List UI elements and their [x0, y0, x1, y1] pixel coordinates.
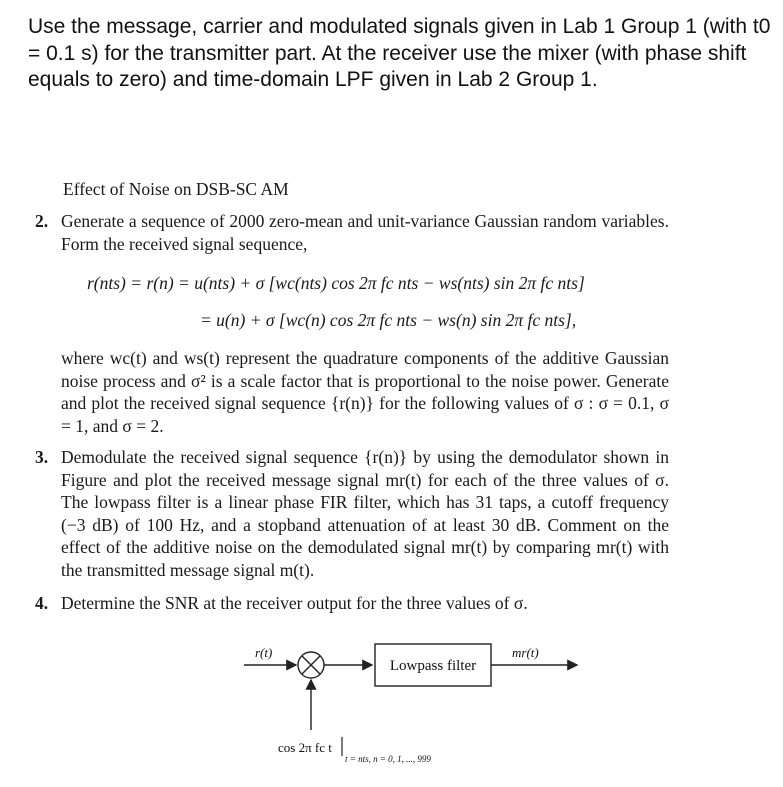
item-number: 4. [35, 593, 49, 613]
carrier-label: cos 2π fc t [278, 740, 332, 755]
instructions-text: Use the message, carrier and modulated signals given in Lab 1 Group 1 (with t0 = 0.1 s) for the transmitter part. At the receiver use the mixer (with phase shift equals to zero) and time-domain LPF given in Lab 2 Group 1. [28, 15, 771, 91]
input-label: r(t) [255, 645, 273, 660]
output-label: mr(t) [512, 645, 539, 660]
sampling-label: t = nts, n = 0, 1, ..., 999 [345, 754, 431, 764]
item-number: 3. [35, 447, 49, 467]
mixer-icon [298, 652, 324, 678]
equation-line-1: r(nts) = r(n) = u(nts) + σ [wc(nts) cos 2π fc nts − ws(nts) sin 2π fc nts] [87, 273, 585, 293]
problem-item-2 [35, 210, 669, 255]
item-number: 2. [35, 211, 49, 231]
item-text: Determine the SNR at the receiver output for the three values of σ. [61, 593, 528, 613]
problem-item-4 [35, 592, 669, 615]
equation-line-2: = u(n) + σ [wc(n) cos 2π fc nts − ws(n) sin 2π fc nts], [200, 310, 577, 330]
demodulator-diagram [240, 636, 600, 776]
problem-item-3 [35, 446, 669, 581]
assignment-instructions [28, 14, 778, 94]
filter-label: Lowpass filter [389, 658, 477, 674]
section-title: Effect of Noise on DSB-SC AM [63, 179, 289, 199]
item-text: Generate a sequence of 2000 zero-mean and unit-variance Gaussian random variables. Form the received signal sequence, [61, 211, 669, 254]
item-text: Demodulate the received signal sequence {r(n)} by using the demodulator shown in Figure and plot the received message signal mr(t) for each of the three values of σ. The lowpass filter is a linear phase FIR filter, which has 31 taps, a cutoff frequency (−3 dB) of 100 Hz, and a stopband attenuation of at least 30 dB. Comment on the effect of the additive noise on the demodulated signal mr(t) by comparing mr(t) with the transmitted message signal m(t). [61, 447, 669, 580]
item-2-continuation: where wc(t) and ws(t) represent the quadrature components of the additive Gaussian noise process and σ² is a scale factor that is proportional to the noise power. Generate and plot the received signal sequence {r(n)} for the following values of σ : σ = 0.1, σ = 1, and σ = 2. [61, 348, 669, 436]
